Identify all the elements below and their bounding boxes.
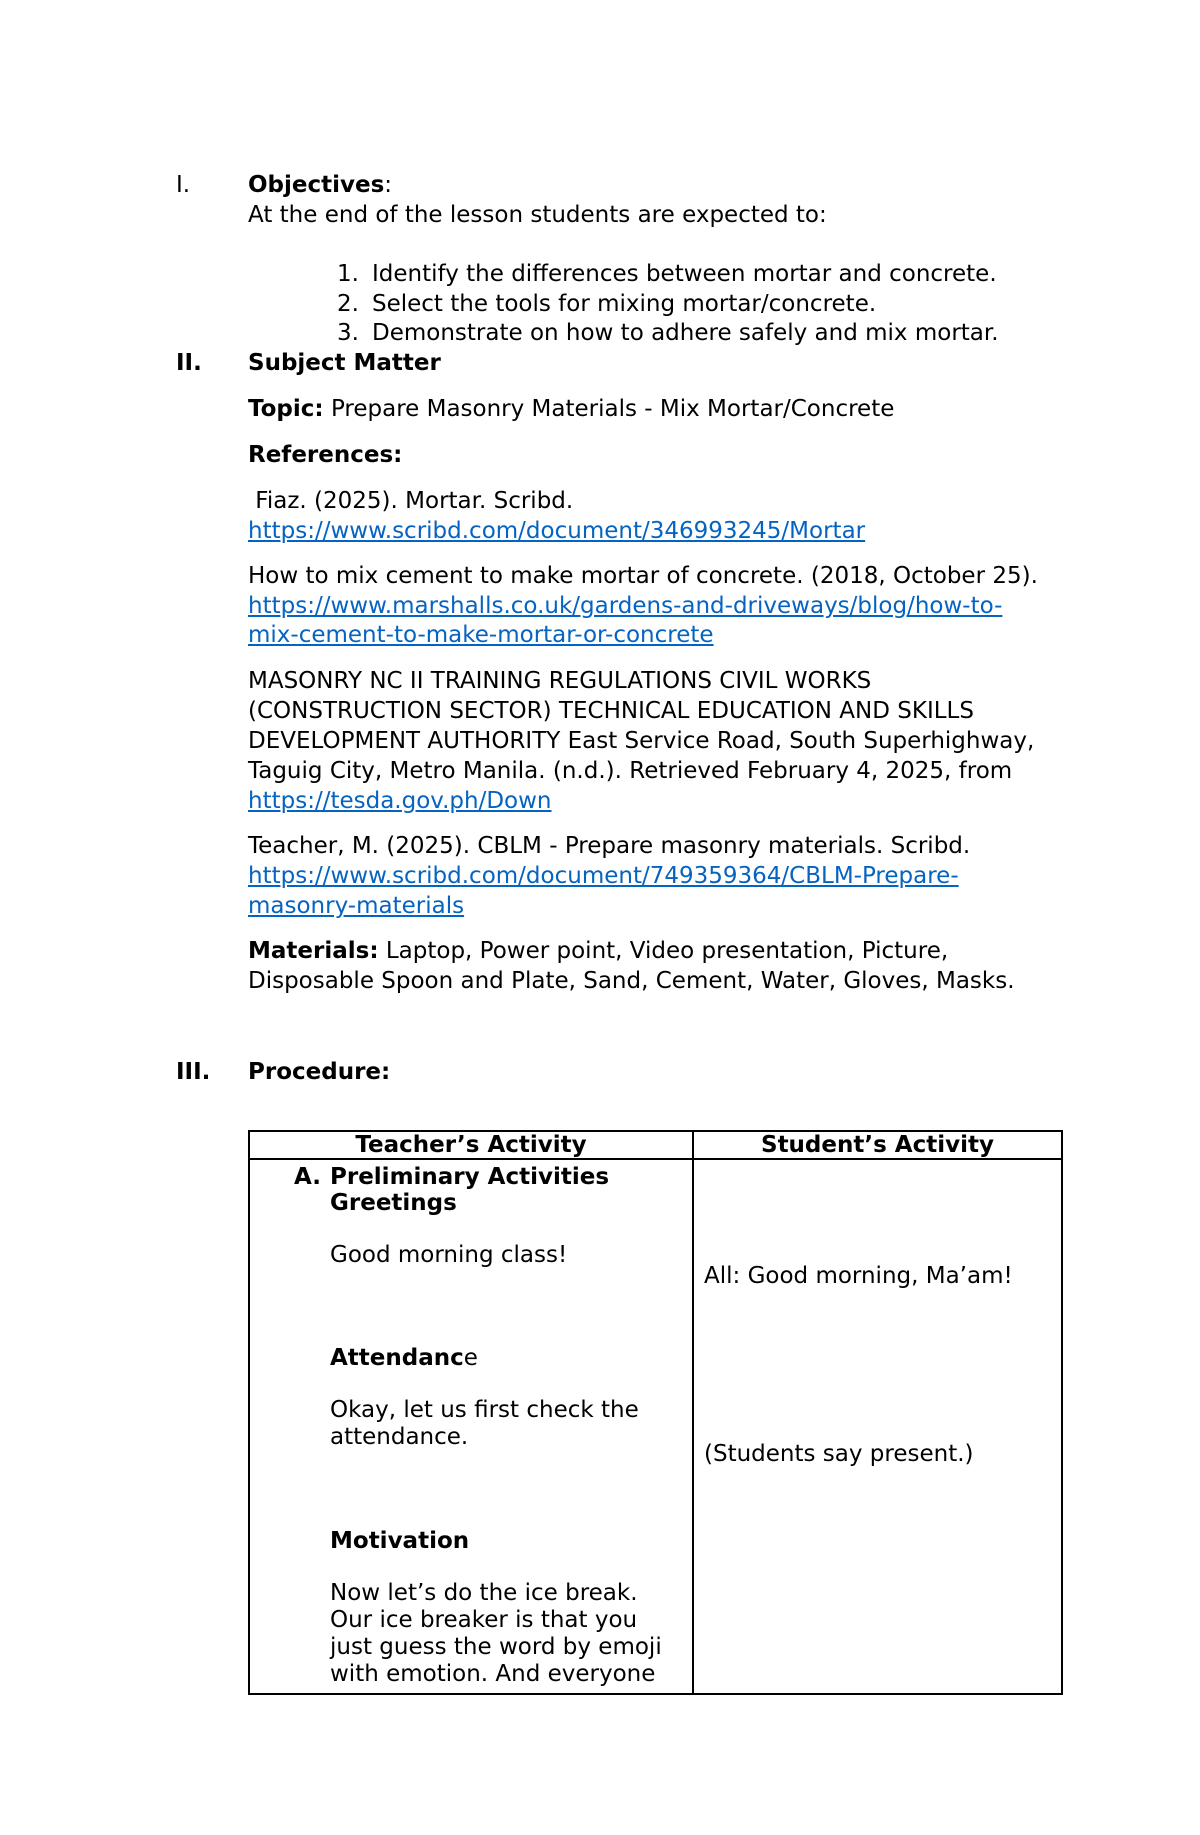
attendance-title-bold: Attendanc: [330, 1345, 464, 1371]
reference-text: DEVELOPMENT AUTHORITY East Service Road, South Superhighway,: [248, 728, 1035, 754]
subject-matter-title: Subject Matter: [248, 350, 441, 376]
attendance-title-rest: e: [463, 1345, 478, 1371]
reference-text: MASONRY NC II TRAINING REGULATIONS CIVIL WORKS: [248, 668, 872, 694]
motivation-text: with emotion. And everyone: [330, 1661, 656, 1687]
objective-item: Demonstrate on how to adhere safely and mix mortar.: [372, 320, 999, 346]
procedure-numeral: III.: [176, 1059, 211, 1085]
teacher-activity-cell: [249, 1159, 693, 1694]
reference-link[interactable]: https://www.scribd.com/document/346993245/Mortar: [248, 518, 866, 544]
reference-text: Teacher, M. (2025). CBLM - Prepare masonry materials. Scribd.: [248, 833, 971, 859]
topic-line: [248, 394, 894, 424]
objective-item: Select the tools for mixing mortar/concrete.: [372, 291, 877, 317]
section-title: Preliminary Activities: [330, 1164, 610, 1190]
motivation-text: just guess the word by emoji: [330, 1634, 662, 1660]
materials-text: Laptop, Power point, Video presentation, Picture,: [378, 938, 949, 964]
objective-num: 3.: [337, 320, 359, 346]
objectives-title: Objectives: [248, 172, 385, 198]
procedure-table: [248, 1130, 1063, 1695]
reference-link[interactable]: https://www.marshalls.co.uk/gardens-and-driveways/blog/how-to-: [248, 593, 1003, 619]
motivation-title: Motivation: [330, 1528, 470, 1554]
attendance-text: Okay, let us first check the: [330, 1397, 639, 1423]
reference-text: How to mix cement to make mortar of concrete. (2018, October 25).: [248, 563, 1038, 589]
procedure-title: Procedure:: [248, 1059, 391, 1085]
reference-link[interactable]: https://tesda.gov.ph/Down: [248, 788, 552, 814]
motivation-text: Now let’s do the ice break.: [330, 1580, 638, 1606]
subject-matter-numeral: II.: [176, 350, 202, 376]
greeting-text: Good morning class!: [330, 1242, 568, 1268]
attendance-text: attendance.: [330, 1424, 469, 1450]
reference-text: (CONSTRUCTION SECTOR) TECHNICAL EDUCATION AND SKILLS: [248, 698, 974, 724]
motivation-text: Our ice breaker is that you: [330, 1607, 638, 1633]
section-letter: A.: [294, 1164, 321, 1190]
references-label: References:: [248, 442, 403, 468]
attendance-title: [330, 1343, 478, 1373]
materials-label: Materials:: [248, 938, 379, 964]
reference-link[interactable]: mix-cement-to-make-mortar-or-concrete: [248, 622, 714, 648]
table-row: [249, 1159, 1062, 1694]
topic-label: Topic:: [248, 396, 324, 422]
objectives-colon: :: [384, 172, 393, 198]
objectives-heading: [248, 170, 392, 200]
teacher-activity-header: Teacher’s Activity: [249, 1131, 693, 1159]
materials-text: Disposable Spoon and Plate, Sand, Cement, Water, Gloves, Masks.: [248, 968, 1015, 994]
attendance-reply: (Students say present.): [704, 1441, 974, 1467]
objectives-intro: At the end of the lesson students are expected to:: [248, 202, 827, 228]
objective-item: Identify the differences between mortar and concrete.: [372, 261, 997, 287]
student-activity-header: Student’s Activity: [693, 1131, 1062, 1159]
reference-link[interactable]: https://www.scribd.com/document/749359364/CBLM-Prepare-: [248, 863, 959, 889]
objectives-numeral: I.: [176, 172, 191, 198]
reference-text: Taguig City, Metro Manila. (n.d.). Retrieved February 4, 2025, from: [248, 758, 1013, 784]
objective-num: 1.: [337, 261, 359, 287]
materials-line: [248, 936, 948, 966]
topic-value: Prepare Masonry Materials - Mix Mortar/Concrete: [330, 396, 895, 422]
objective-num: 2.: [337, 291, 359, 317]
reference-link[interactable]: masonry-materials: [248, 893, 465, 919]
greeting-reply: All: Good morning, Ma’am!: [704, 1263, 1013, 1289]
table-header-row: [249, 1131, 1062, 1159]
greetings-title: Greetings: [330, 1190, 457, 1216]
student-activity-cell: [693, 1159, 1062, 1694]
reference-text: Fiaz. (2025). Mortar. Scribd.: [248, 488, 574, 514]
